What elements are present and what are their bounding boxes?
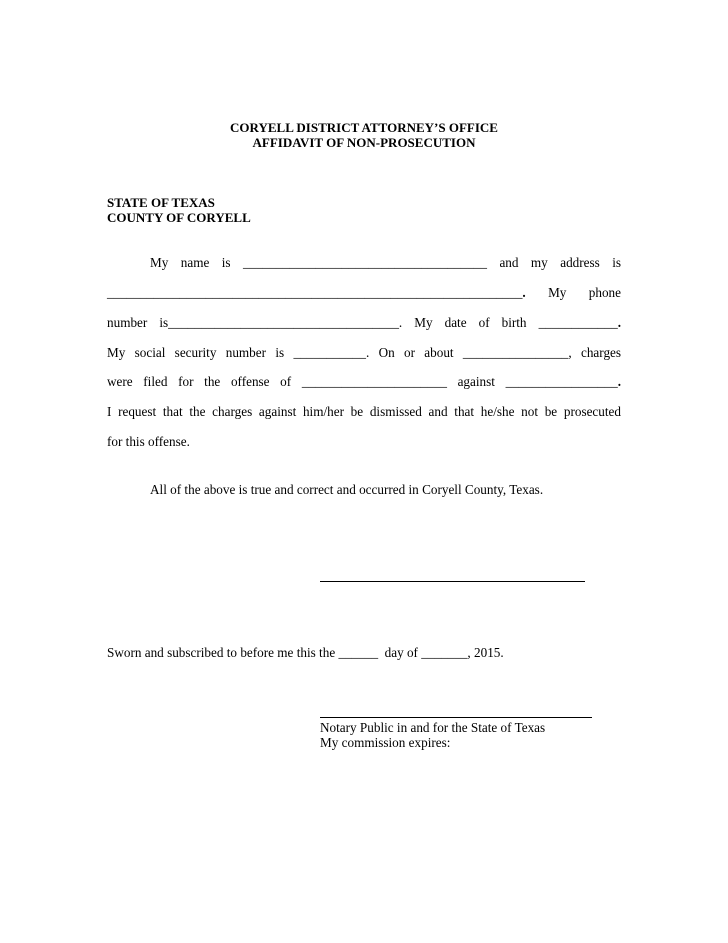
name-blank[interactable]: _____________________________________ [243,255,487,270]
body-line-name: My name is _____________________________________ and my address is [150,255,622,270]
body-line-attestation: All of the above is true and correct and occurred in Coryell County, Texas. [150,482,544,497]
body-line-offense: were filed for the offense of ______________________ against _________________. [107,374,621,389]
notary-block [320,703,592,750]
signature-line[interactable] [320,571,585,582]
offense-blank[interactable]: ______________________ [301,374,447,389]
venue-county: COUNTY OF CORYELL [107,210,251,225]
body-line-offense-end: for this offense. [107,434,190,449]
address-blank[interactable]: _______________________________________________________________. [107,285,526,300]
office-title: CORYELL DISTRICT ATTORNEY’S OFFICE [230,120,498,135]
body-line-address: _______________________________________________________________. My phone [107,285,621,300]
body-line-phone [107,315,621,330]
commission-expires: My commission expires: [320,735,451,750]
birthdate-blank[interactable]: ____________. [538,315,621,330]
month-blank[interactable]: _______ [421,645,468,660]
notary-signature-line[interactable] [320,703,592,718]
notary-title: Notary Public in and for the State of Texas [320,720,546,735]
date-blank[interactable]: ________________, charges [462,345,622,360]
body-line-ssn: My social security number is ___________. On or about ________________, charges [107,345,622,360]
body-line-request: I request that the charges against him/her be dismissed and that he/she not be prosecuted [107,404,621,419]
against-blank[interactable]: _________________. [505,374,621,389]
day-blank[interactable]: ______ [338,645,379,660]
phone-blank[interactable]: number is___________________________________. My date of birth [107,315,527,330]
ssn-blank[interactable]: ___________. On or about [293,345,454,360]
sworn-statement: Sworn and subscribed to before me this the ______ day of _______, 2015. [107,645,504,660]
document-title: AFFIDAVIT OF NON-PROSECUTION [252,135,476,150]
venue-state: STATE OF TEXAS [107,195,215,210]
